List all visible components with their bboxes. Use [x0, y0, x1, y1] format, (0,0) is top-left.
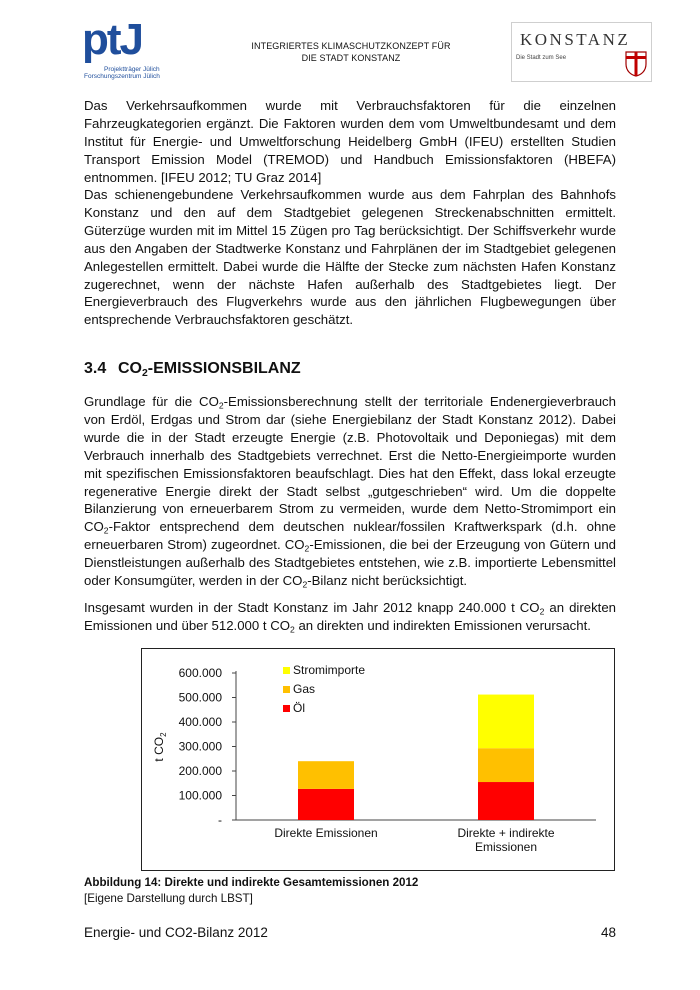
y-tick-label: 200.000: [178, 764, 222, 778]
figure-source: [Eigene Darstellung durch LBST]: [84, 892, 253, 905]
header-title-line1: INTEGRIERTES KLIMASCHUTZKONZEPT FÜR: [251, 41, 451, 51]
ptj-logo: [82, 15, 174, 80]
bar-segment: [478, 748, 534, 782]
emissions-chart-svg: [142, 649, 614, 870]
y-axis-label: t $CO_2$: [152, 732, 168, 762]
bar-segment: [298, 761, 354, 789]
paragraph-traffic-factors: Das Verkehrsaufkommen wurde mit Verbrauchsfaktoren für die einzelnen Fahrzeugkategorien ergänzt. Die Faktoren wurden dem vom Umweltbundesamt und dem Institut für Energie- und Umweltforschung Heidelberg GmbH (IFEU) erstellten Studien Transport Emission Model (TREMOD) und Handbuch Emissionsfaktoren (HBEFA) entnommen. [IFEU 2012; TU Graz 2014]: [84, 98, 616, 185]
y-tick-label: 300.000: [178, 739, 222, 754]
city-crest-icon: [625, 51, 647, 77]
ptj-logo-line2: Forschungszentrum Jülich: [84, 73, 160, 80]
y-tick-label: 500.000: [178, 690, 222, 705]
legend-swatch: [283, 705, 290, 712]
x-category-label: Emissionen: [474, 840, 538, 854]
konstanz-logo-name: KONSTANZ: [520, 30, 631, 49]
y-tick-label: 600.000: [178, 666, 222, 680]
paragraph-co2-total: Insgesamt wurden in der Stadt Konstanz im Jahr 2012 knapp 240.000 t $CO_2$ an direkten Emissionen und über 512.000 t $CO_2$ an direkten und indirekten Emissionen verursacht.: [84, 600, 616, 635]
section-heading: [84, 360, 301, 378]
x-category-label: Direkte Emissionen: [274, 826, 378, 840]
legend-swatch: [283, 667, 290, 674]
emissions-chart: [141, 648, 615, 871]
y-tick-label: 400.000: [178, 715, 222, 729]
ptj-logo-mark: ptJ: [82, 15, 142, 64]
section-title-suffix: -EMISSIONSBILANZ: [147, 360, 301, 377]
legend-label: Gas: [293, 682, 316, 696]
paragraph-rail-ship-air: Das schienengebundene Verkehrsaufkommen wurde aus dem Fahrplan des Bahnhofs Konstanz und den auf dem Stadtgebiet gelegenen Streckenabschnitten ermittelt. Güterzüge wurden mit im Mittel 15 Zügen pro Tag berücksichtigt. Der Schiffsverkehr wurde aus den Angaben der Stadtwerke Konstanz und Fahrplänen der im Stadtgebiet gelegenen Anlegestellen ermittelt. Dabei wurde die Hälfte der Stecke zum nächsten Hafen Konstanz zugerechnet, wenn der nächste Hafen außerhalb des Stadtgebietes liegt. Der Energieverbrauch des Flugverkehrs wurde aus den jährlichen Flugbewegungen über entsprechende Verbrauchsfaktoren geschätzt.: [84, 187, 616, 328]
konstanz-logo-tagline: Die Stadt zum See: [516, 55, 567, 61]
section-title-sub: 2: [142, 368, 148, 380]
header-title-line2: DIE STADT KONSTANZ: [301, 53, 401, 63]
y-tick-label: -: [218, 813, 222, 827]
paragraph-co2-basis: Grundlage für die $CO_2$-Emissionsberechnung stellt der territoriale Endenergieverbrauch von Erdöl, Erdgas und Strom dar (siehe Energiebilanz der Stadt Konstanz 2012). Dabei wurde die in der Stadt erzeugte Energie (z.B. Photovoltaik und Deponiegas) mit dem Verbrauch innerhalb des Stadtgebiets verrechnet. Erst die Netto-Energieimporte wurden mit spezifischen Emissionsfaktoren beaufschlagt. Dies hat den Effekt, dass lokal erzeugte regenerative Energie direkt der Stadt selbst „gutgeschrieben“ wird. Um die doppelte Bilanzierung von erneuerbarem Strom zu vermeiden, wurde dem Netto-Stromimport ein $CO_2$-Faktor entsprechend dem deutschen nuklear/fossilen Kraftwerkspark (d.h. ohne erneuerbaren Strom) zugeordnet. $CO_2$-Emissionen, die bei der Erzeugung von Gütern und Dienstleistungen außerhalb des Stadtgebietes entstehen, wie z.B. importierte Lebensmittel oder Konsumgüter, werden in der $CO_2$-Bilanz nicht berücksichtigt.: [84, 394, 617, 590]
konstanz-logo: [511, 22, 652, 82]
page-number: 48: [600, 925, 616, 940]
y-tick-label: 100.000: [178, 788, 222, 803]
legend-label: Stromimporte: [293, 663, 366, 677]
ptj-logo-line1: Projektträger Jülich: [104, 66, 160, 73]
bar-segment: [478, 782, 534, 820]
figure-caption: Abbildung 14: Direkte und indirekte Gesamtemissionen 2012: [84, 876, 419, 889]
bar-segment: [478, 695, 534, 749]
x-category-label: Direkte + indirekte: [457, 826, 555, 840]
legend-label: Öl: [293, 701, 305, 715]
footer-title: Energie- und CO2-Bilanz 2012: [84, 925, 268, 940]
bar-segment: [298, 789, 354, 820]
document-header-title: [226, 40, 476, 64]
section-title-prefix: CO: [118, 360, 142, 377]
section-number: 3.4: [84, 360, 107, 377]
legend-swatch: [283, 686, 290, 693]
